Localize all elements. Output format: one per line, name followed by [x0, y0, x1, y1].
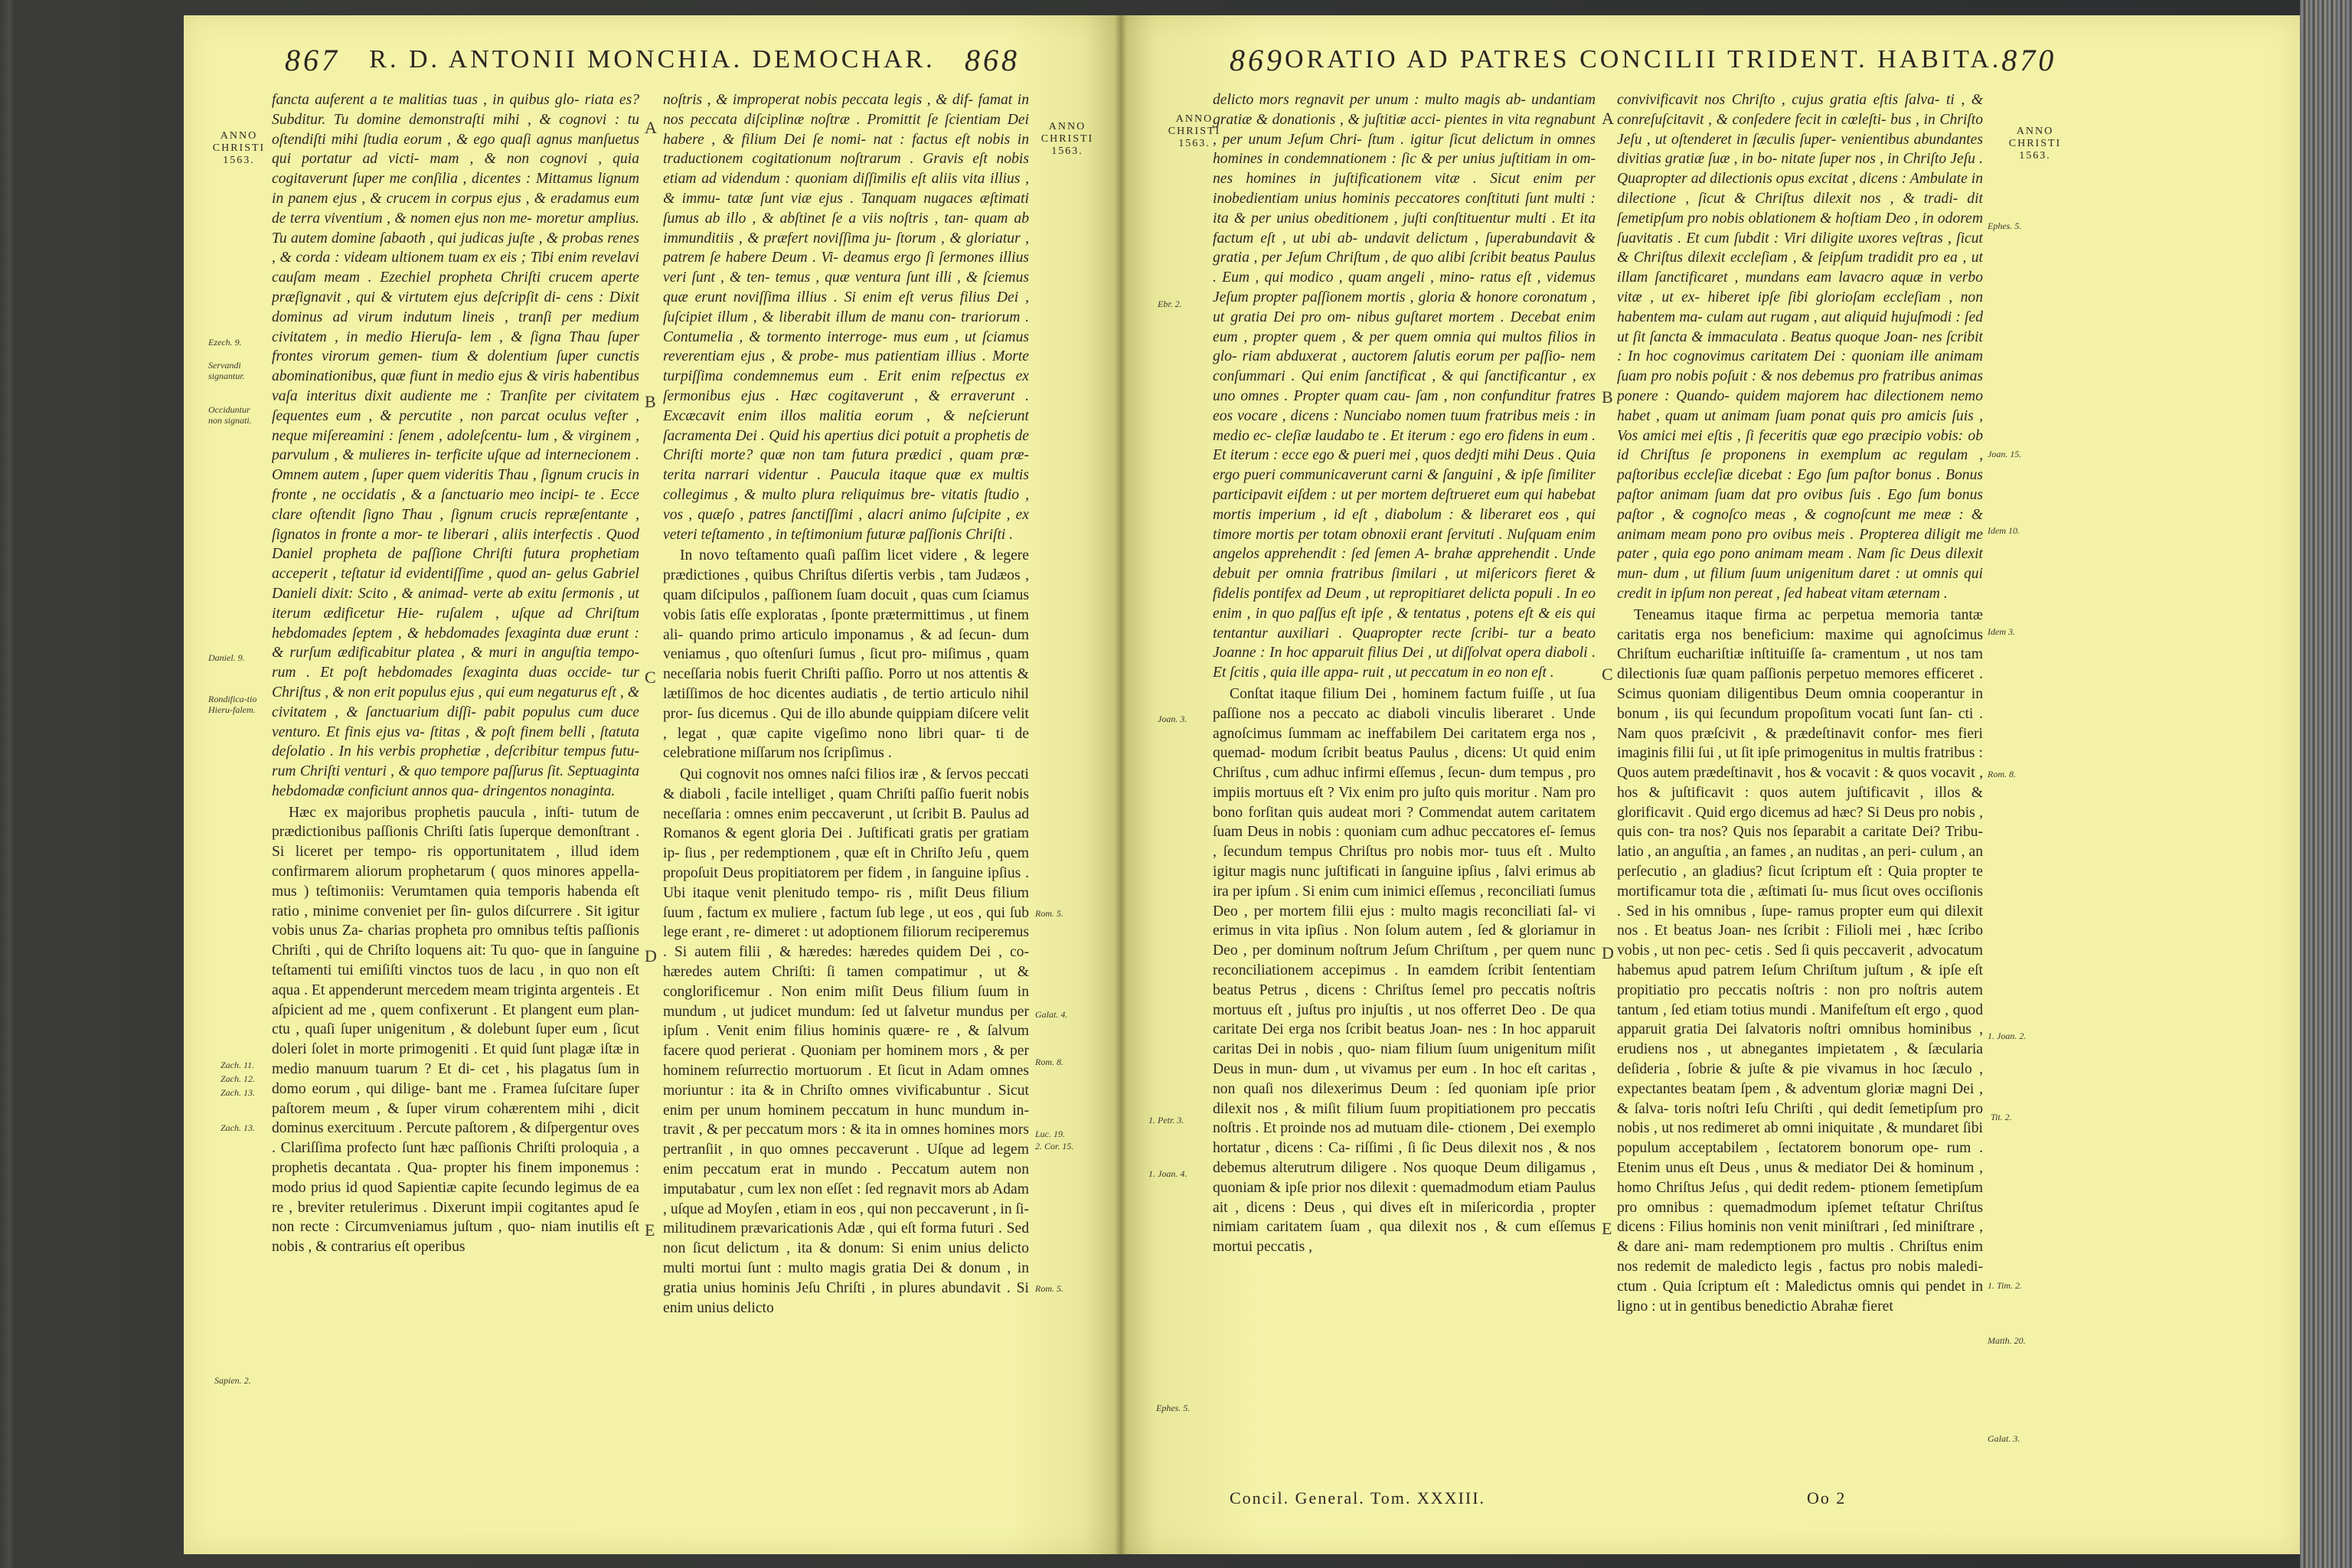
paragraph: Hæc ex majoribus prophetis paucula , inſti- tutum de prædictionibus paſſionis Chriſti ſatis ſuperque demonſtrant . Si liceret per tempo- ris opportunitatem , illud idem confirmarem aliorum prophetarum ( quos minores appella- mus ) teſtimoniis: Verumtamen quia temporis habenda eſt ratio , minime conveniet per ſin- gulos diſcurrere . Sit igitur vobis unus Za- charias propheta pro omnibus teſtis paſſionis Chriſti , qui de Chriſto loquens ait: Tu quo- que in ſanguine teſtamenti tui emiſiſti vinctos tuos de lacu , in quo non eſt aqua . Et appenderunt mercedem meam triginta argenteis . Et aſpicient ad me , quem confixerunt . Et plangent eum plan- ctu , quaſi ſuper unigenitum , & dolebunt ſuper eum , ſicut doleri ſolet in morte primogeniti . Et quid ſunt plagæ iſtæ in medio manuum tuarum ? Et di- cet , his plagatus ſum in domo eorum , qui dilige- bant me . Framea ſuſcitare ſuper paſtorem meum , & ſuper virum cohærentem mihi , dicit dominus exercituum . Percute paſtorem , & diſpergentur oves . Clariſſima profecto ſunt hæc paſſionis Chriſti proloquia , a prophetis decantata . Qua- propter his finem imponemus : modo prius id quod Sapientiæ capite ſecundo legimus de ea re , breviter retulerimus . Dixerunt impii cogitantes apud ſe non recte : Circumveniamus juſtum , quo- niam inutilis eſt nobis , & contrarius eſt operibus: [272, 804, 639, 1256]
margin-note: Ephes. 5.: [1156, 1403, 1191, 1413]
margin-note: Zach. 13.: [220, 1087, 255, 1098]
section-letter: C: [645, 668, 656, 687]
margin-note: Sapien. 2.: [214, 1375, 251, 1386]
right-title: ORATIO AD PATRES CONCILII TRIDENT. HABITA.: [1285, 45, 2002, 74]
margin-note: Zach. 11.: [220, 1060, 255, 1070]
left-column-2: [663, 90, 1029, 1530]
anno-christi-left: ANNO CHRISTI 1563.: [212, 130, 266, 166]
section-letter: C: [1602, 665, 1613, 684]
paragraph: Qui cognovit nos omnes naſci filios iræ , & ſervos peccati & diaboli , facile intelliget , quam Chriſti paſſio fuerit nobis neceſſaria : omnes enim peccaverunt , ut ſcribit B. Paulus ad Romanos & egent gloria Dei . Juſtificati gratis per gratiam ip- ſius , per redemptionem , quæ eſt in Chriſto Jeſu , quem propoſuit Deus propitiatorem per fidem , in ſanguine ipſius . Ubi itaque venit plenitudo tempo- ris , miſit Deus filium ſuum , factum ex muliere , factum ſub lege , ut eos , qui ſub lege erant , re- dimeret : ut adoptionem filiorum reciperemus . Si autem filii , & hæredes: hæredes quidem Dei , co- hæredes autem Chriſti: ſi tamen compatimur , ut & conglorificemur . Non enim miſit Deus filium ſuum in mundum , ut judicet mundum: ſed ut ſalvetur mundus per ipſum . Venit enim filius hominis quære- re , & ſalvum facere quod perierat . Quoniam per hominem mors , & per hominem reſurrectio mortuorum . Et ſicut in Adam omnes moriuntur : ita & in Chriſto omnes vivificabuntur . Sicut enim per unum hominem peccatum in hunc mundum in- travit , & per peccatum mors : & ita in omnes homines mors pertranſiit , in quo omnes peccaverunt . Uſque ad legem enim peccatum erat in mundo . Peccatum autem non imputabatur , cum lex non eſſet : ſed regnavit mors ab Adam , uſque ad Moyſen , etiam in eos , qui non peccaverunt , in ſi- militudinem prævaricationis Adæ , qui eſt forma futuri . Sed non ſicut delictum , ita & donum: Si enim unius delicto multi mortui ſunt : multo magis gratia Dei & donum , in gratia unius hominis Jeſu Chriſti , in plures abundavit . Si enim unius delicto: [663, 766, 1029, 1316]
margin-note: Zach. 12.: [220, 1073, 255, 1084]
margin-note: Zach. 13.: [220, 1122, 255, 1133]
section-letter: D: [1602, 943, 1614, 962]
paragraph: fancta auferent a te malitias tuas , in quibus glo- riata es? Subditur. Tu domine demonstraſti mihi , & cognovi : tu oſtendiſti mihi ſtudia eorum , & ego quaſi agnus manſuetus qui portatur ad victi- mam , & non cognovi , quia cogitaverunt ſuper me conſilia , dicentes : Mittamus lignum in panem ejus , & crucem in corpus ejus , & eradamus eum de terra viventium , & nomen ejus non me- moretur amplius. Tu autem domine ſabaoth , qui judicas juſte , & probas renes , & corda : videam ultionem tuam ex eis ; Tibi enim revelavi cauſam meam . Ezechiel propheta Chriſti crucem aperte præſignavit , qui & virtutem ejus deſcripſit di- cens : Dixit dominus ad virum indutum lineis , tranſi per medium civitatem , in medio Hieruſa- lem , & ſigna Thau ſuper frontes virorum gemen- tium & dolentium ſuper cunctis abominationibus, quæ fiunt in medio ejus & viris habentibus vaſa interitus dixit audiente me : Tranſite per civitatem ſequentes eum , & percutite , non parcat oculus veſter , neque miſereamini : ſenem , adoleſcentu- lum , & virginem , parvulum , & mulieres in- terficite uſque ad internecionem . Omnem autem , ſuper quem videritis Thau , ſignum crucis in fronte , ne occidatis , & a ſanctuario meo incipi- te . Ecce clare oſtendit ſigno Thau , ſignum crucis repræſentante , ſignatos in fronte a mor- te liberari , aliis interfectis . Quod Daniel propheta de paſſione Chriſti futura prophetiam acceperit , teſtatur id evidentiſſime , quod an- gelus Gabriel Danieli dixit: Scito , & animad- verte ab exitu ſermonis , ut iterum ædificetur Hie- ruſalem , uſque ad Chriſtum hebdomades ſeptem , & hebdomades ſexaginta duæ erunt : & rurſum ædificabitur platea , & muri in anguſtia tempo- rum . Et poſt hebdomades ſexaginta duas occide- tur Chriſtus , & non erit populus ejus , qui eum negaturus eſt , & civitatem , & ſanctuarium diſſi- pabit populus cum duce venturo. Et finis ejus va- ſtitas , & poſt finem belli , ſtatuta deſolatio . In his verbis prophetiæ , deſcribitur tempus futu- rum Chriſti venturi , & quo tempore paſſurus ſit. Septuaginta hebdomadæ conficiunt annos qua- dringentos nonaginta.: [272, 92, 639, 799]
margin-note: Joan. 3.: [1158, 714, 1187, 724]
anno-christi-left-inner: ANNO CHRISTI 1563.: [1040, 121, 1094, 157]
section-letter: D: [645, 946, 657, 965]
margin-note: 1. Joan. 2.: [1988, 1031, 2027, 1041]
margin-note: Galat. 3.: [1988, 1433, 2020, 1444]
right-running-head: [1230, 37, 2057, 83]
section-letter: A: [645, 118, 657, 137]
section-letter: A: [1602, 109, 1614, 128]
section-letter: E: [1602, 1219, 1612, 1238]
right-column-2: [1617, 90, 1983, 1491]
margin-note: Occiduntur non signati.: [208, 404, 252, 426]
left-title: R. D. ANTONII MONCHIA. DEMOCHAR.: [369, 45, 936, 74]
section-letter: B: [1602, 387, 1613, 407]
inner-note: Luc. 19.: [1035, 1129, 1065, 1139]
book-gutter: [1115, 15, 1127, 1554]
inner-note: Galat. 4.: [1035, 1009, 1068, 1020]
paragraph: noſtris , & improperat nobis peccata legis , & dif- famat in nos peccata diſciplinæ noſtræ . Promittit ſe ſcientiam Dei habere , & filium Dei ſe nomi- nat : factus eſt nobis in traductionem cogitationum noſtrarum . Gravis eſt nobis etiam ad videndum : quoniam diſſimilis eſt aliis vita illius , & immu- tatæ ſunt viæ ejus . Tanquam nugaces æſtimati ſumus ab illo , & abſtinet ſe a viis noſtris , tan- quam ab immunditiis , & præfert noviſſima ju- ſtorum , & gloriatur , patrem ſe habere Deum . Vi- deamus ergo ſi ſermones illius veri ſunt , & ten- temus , quæ ventura ſunt illi , & ſciemus quæ erunt noviſſima illius . Si enim eſt verus filius Dei , ſuſcipiet illum , & liberabit illum de manu con- trariorum . Contumelia , & tormento interroge- mus eum , ut ſciamus reverentiam ejus , & probe- mus patientiam illius . Morte turpiſſima condemnemus eum . Erit enim reſpectus ex ſermonibus ejus . Hæc cogitaverunt , & erraverunt . Excæcavit enim illos malitia eorum , & neſcierunt ſacramenta Dei . Quid his apertius dici potuit a prophetis de Chriſti morte? quæ non tam futura prædici , quam præ- terita narrari videntur . Paucula itaque quæ ex multis collegimus , & multo plura reliquimus bre- vitatis ſtudio , vos , quæſo , patres ſanctiſſimi , alacri animo ſuſcipite , ex veteri teſtamento , in teſtimonium futuræ paſſionis Chriſti .: [663, 92, 1029, 543]
margin-note: Rondifica-tio Hieru-falem.: [208, 694, 257, 715]
paragraph: In novo teſtamento quaſi paſſim licet videre , & legere prædictiones , quibus Chriſtus diſertis verbis , tam Judæos , quam diſcipulos , paſſionem ſuam docuit , quas cum ſciamus vobis ſatis eſſe exploratas , ſponte prætermittimus , ut finem ali- quando primo articulo imponamus , & ad ſecun- dum veniamus , quo oſtenſuri ſumus , ſicut pro- miſimus , quam neceſſaria nobis fuerit Chriſti paſſio. Porro ut nos attentis & lætiſſimos de hoc dicentes audiatis , de tertio articulo nihil pror- ſus dicemus . Qui de illo abunde quippiam diſcere velit , legat , quæ capite vigeſimo nono libri quar- ti de celebratione miſſarum nos ſcripſimus .: [663, 547, 1029, 762]
inner-note: Rom. 8.: [1035, 1057, 1063, 1067]
margin-note: Ephes. 5.: [1988, 220, 2022, 231]
margin-note: Idem 10.: [1988, 525, 2020, 536]
page-number-869: 869: [1230, 42, 1285, 77]
margin-note: Joan. 15.: [1988, 449, 2022, 459]
margin-note: Ezech. 9.: [208, 337, 242, 348]
page-edges: [2300, 0, 2352, 1568]
anno-christi-right: ANNO CHRISTI 1563.: [2008, 126, 2062, 162]
paragraph: convivificavit nos Chriſto , cujus gratia eſtis ſalva- ti , & conreſuſcitavit , & conſedere fecit in cœleſti- bus , in Chriſto Jeſu , ut oſtenderet in ſæculis ſuper- venientibus abundantes divitias gratiæ ſuæ , in bo- nitate ſuper nos , in Chriſto Jeſu . Quapropter ad dilectionis opus excitat , dicens : Ambulate in dilectione , ſicut & Chriſtus dilexit nos , & tradi- dit ſemetipſum pro nobis oblationem & hoſtiam Deo , in odorem ſuavitatis . Et cum ſubdit : Viri diligite uxores veſtras , ſicut & Chriſtus dilexit eccleſiam , & ſeipſum tradidit pro ea , ut illam ſanctificaret , mundans eam lavacro aquæ in verbo vitæ , ut ex- hiberet ipſe ſibi glorioſam eccleſiam , non habentem ma- culam aut rugam , aut aliquid hujuſmodi : ſed ut ſit ſancta & immaculata . Beatus quoque Joan- nes ſcribit : In hoc cognovimus caritatem Dei : quoniam ille animam ſuam pro nobis poſuit : & nos debemus pro fratribus animas ponere : Quando- quidem majorem hac dilectionem nemo habet , quam ut animam ſuam ponat quis pro amicis ſuis , Vos amici mei eſtis , ſi feceritis quæ ego præcipio vobis: ob id Chriſtus ſe proponens in exemplum ac regulam , paſtoribus eccleſiæ dicebat : Ego ſum paſtor bonus . Bonus paſtor animam ſuam dat pro ovibus ſuis . Ego ſum bonus paſtor , & cognoſco meas , & cognoſcunt me meæ : & animam meam pono pro ovibus meis . Propterea diligit me pater , quia ego pono animam meam . Nam ſic Deus dilexit mun- dum , ut filium ſuum unigenitum daret : ut omnis qui credit in ipſum non pereat , ſed habeat vitam æternam .: [1617, 92, 1983, 602]
margin-note: 1. Joan. 4.: [1148, 1168, 1187, 1179]
margin-note: Matth. 20.: [1988, 1335, 2026, 1346]
inner-note: 2. Cor. 15.: [1035, 1141, 1074, 1152]
margin-note: Tit. 2.: [1991, 1112, 2012, 1122]
section-letter: E: [645, 1220, 655, 1240]
page-number-867: 867: [285, 42, 340, 77]
margin-note: Idem 3.: [1988, 626, 2015, 637]
inner-note: Rom. 5.: [1035, 908, 1063, 919]
footer-volume: Concil. General. Tom. XXXIII.: [1230, 1488, 1486, 1508]
margin-note: Daniel. 9.: [208, 652, 245, 663]
footer-signature: Oo 2: [1807, 1488, 1847, 1508]
section-letter: B: [645, 392, 656, 411]
margin-note: 1. Tim. 2.: [1988, 1280, 2023, 1291]
margin-note: Rom. 8.: [1988, 769, 2016, 779]
left-column-1: [272, 90, 639, 1530]
right-column-1: [1213, 90, 1596, 1478]
page-number-868: 868: [964, 42, 1020, 77]
margin-note: Servandi signantur.: [208, 360, 245, 381]
paragraph: Conſtat itaque filium Dei , hominem factum fuiſſe , ut ſua paſſione nos a peccato ac diaboli vinculis liberaret . Unde agnoſcimus ſummam ac ineffabilem Dei caritatem erga nos , quemad- modum ſcribit beatus Paulus , dicens: Ut quid enim Chriſtus , cum adhuc infirmi eſſemus , ſecun- dum tempus , pro impiis mortuus eſt ? Vix enim pro juſto quis moritur . Nam pro bono forſitan quis audeat mori ? Commendat autem caritatem ſuam Deus in nobis : quoniam cum adhuc peccatores eſ- ſemus , ſecundum tempus Chriſtus pro nobis mor- tuus eſt . Multo igitur magis nunc juſtificati in ſanguine ipſius , ſalvi erimus ab ira per ipſum . Si enim cum inimici eſſemus , reconciliati ſumus Deo , per mortem filii ejus : multo magis reconciliati ſal- vi erimus in vita ipſius . Non ſolum autem , ſed & gloriamur in Deo , per dominum noſtrum Jeſum Chriſtum , per quem nunc reconciliationem accepimus . In eamdem ſcribit ſententiam beatus Petrus , dicens : Chriſtus ſemel pro peccatis noſtris mortuus eſt , juſtus pro injuſtis , ut nos offerret Deo . De qua caritate Dei erga nos ſcribit beatus Joan- nes : In hoc apparuit caritas Dei in nobis , quo- niam filium ſuum unigenitum miſit Deus in mun- dum , ut vivamus per eum . In hoc eſt caritas , non quaſi nos dilexerimus Deum : ſed quoniam ipſe prior dilexit nos , & miſit filium ſuum propitiationem pro peccatis noſtris . Et proinde nos ad mutuam dile- ctionem , Dei exemplo hortatur , dicens : Ca- riſſimi , ſi ſic Deus dilexit nos , & nos debemus alterutrum diligere . Nos quoque Deum diligamus , quoniam & ipſe prior nos dilexit : quemadmodum etiam Paulus ait , dicens : Deus , qui dives eſt in miſericordia , propter nimiam caritatem ſuam , qua dilexit nos , & cum eſſemus mortui peccatis ,: [1213, 685, 1596, 1256]
anno-christi-right-left: ANNO CHRISTI 1563.: [1168, 113, 1221, 149]
left-running-head: [285, 37, 1020, 83]
paragraph: delicto mors regnavit per unum : multo magis ab- undantiam gratiæ & donationis , & juſtitiæ acci- pientes in vita regnabunt , per unum Jeſum Chri- ſtum . igitur ſicut delictum in omnes homines in condemnationem : ſic & per unius juſtitiam in om- nes homines in juſtificationem vitæ . Sicut enim per inobedientiam unius hominis peccatores conſtituti ſunt multi : ita & per unius obeditionem , juſti conſtituentur multi . Et ita factum eſt , ut ubi ab- undavit delictum , ſuperabundavit & gratia , per Jeſum Chriſtum , de quo alibi ſcribit beatus Paulus . Eum , qui modico , quam angeli , mino- ratus eſt , videmus Jeſum propter paſſionem mortis , gloria & honore coronatum , ut gratia Dei pro om- nibus guſtaret mortem . Decebat enim eum , propter quem , & per quem omnia qui multos filios in glo- riam abduxerat , auctorem ſalutis eorum per paſſio- nem conſummari . Qui enim ſanctificat , & qui ſanctificantur , ex uno omnes . Propter quam cau- ſam , non confunditur fratres eos vocare , dicens : Nunciabo nomen tuum fratribus meis : in medio ec- cleſiæ laudabo te . Et iterum : ego ero fidens in eum . Et iterum : ecce ego & pueri mei , quos dedjti mihi Deus . Quia ergo pueri communicaverunt carni & ſanguini , & ipſe ſimiliter participavit eiſdem : ut per mortem deſtrueret eum qui habebat mortis imperium , id eſt , diabolum : & liberaret eos , qui timore mortis per totam obnoxii erant ſervituti . Nuſquam enim angelos apprehendit : ſed ſemen A- brahæ apprehendit . Unde debuit per omnia fratribus ſimilari , ut miſericors fieret & fidelis pontifex ad Deum , ut repropitiaret delicta populi . In eo enim , in quo paſſus eſt ipſe , & tentatus , potens eſt & eis qui tentantur auxiliari . Quapropter recte ſcribi- tur a beato Joanne : In hoc apparuit filius Dei , ut diſſolvat opera diaboli . Et ſcitis , quia ille appa- ruit , ut peccatum in eo non eſt .: [1213, 92, 1596, 681]
paragraph: Teneamus itaque firma ac perpetua memoria tantæ caritatis erga nos beneficium: maxime qui agnoſcimus Chriſtum euchariſtiæ inſtituiſſe ſa- cramentum , ut nos tam dilectionis ſuæ quam paſſionis perpetuo memores efficeret . Scimus quoniam diligentibus Deum omnia cooperantur in bonum , iis qui ſecundum propoſitum vocati ſunt ſan- cti . Nam quos præſcivit , & prædeſtinavit confor- mes fieri imaginis filii ſui , ut ſit ipſe primogenitus in multis fratribus : Quos autem prædeſtinavit , hos & vocavit : & quos vocavit , hos & juſtificavit : quos autem juſtificavit , illos & glorificavit . Quid ergo dicemus ad hæc? Si Deus pro nobis , quis con- tra nos? Quis nos ſeparabit a caritate Dei? Tribu- latio , an anguſtia , an fames , an nuditas , an peri- culum , an perſecutio , an gladius? ſicut ſcriptum eſt : Quia propter te mortificamur tota die , æſtimati ſu- mus ſicut oves occiſionis . Sed in his omnibus , ſupe- ramus propter eum qui dilexit nos . Et beatus Joan- nes ſcribit : Filioli mei , hæc ſcribo vobis , ut non pec- cetis . Sed ſi quis peccaverit , advocatum habemus apud patrem Ieſum Chriſtum juſtum , & ipſe eſt propitiatio pro peccatis noſtris : non pro noſtris autem tantum , ſed etiam totius mundi . Manifeſtum eſt ergo , quod apparuit gratia Dei ſalvatoris noſtri omnibus hominibus , erudiens nos , ut abnegantes impietatem , & ſæcularia deſideria , ſobrie & juſte & pie vivamus in hoc ſæculo , expectantes beatam ſpem , & adventum gloriæ magni Dei , & ſalva- toris noſtri Ieſu Chriſti , qui dedit ſemetipſum pro nobis , ut nos redimeret ab omni iniquitate , & mundaret ſibi populum acceptabilem , ſectatorem bonorum ope- rum . Etenim unus eſt Deus , unus & mediator Dei & hominum , homo Chriſtus Jeſus , qui dedit redem- ptionem ſemetipſum pro omnibus : quemadmodum ipſemet teſtatur Chriſtus dicens : Filius hominis non venit miniſtrari , ſed miniſtrare , & dare ani- mam redemptionem pro multis . Chriſtus enim nos redemit de maledicto legis , factus pro nobis maledi- ctum . Quia ſcriptum eſt : Maledictus omnis qui pendet in ligno : ut in gentibus benedictio Abrahæ fieret: [1617, 606, 1983, 1315]
inner-note: Rom. 5.: [1035, 1283, 1063, 1294]
page-number-870: 870: [2001, 42, 2057, 77]
margin-note: 1. Petr. 3.: [1148, 1115, 1184, 1125]
margin-note: Ebr. 2.: [1158, 299, 1182, 309]
